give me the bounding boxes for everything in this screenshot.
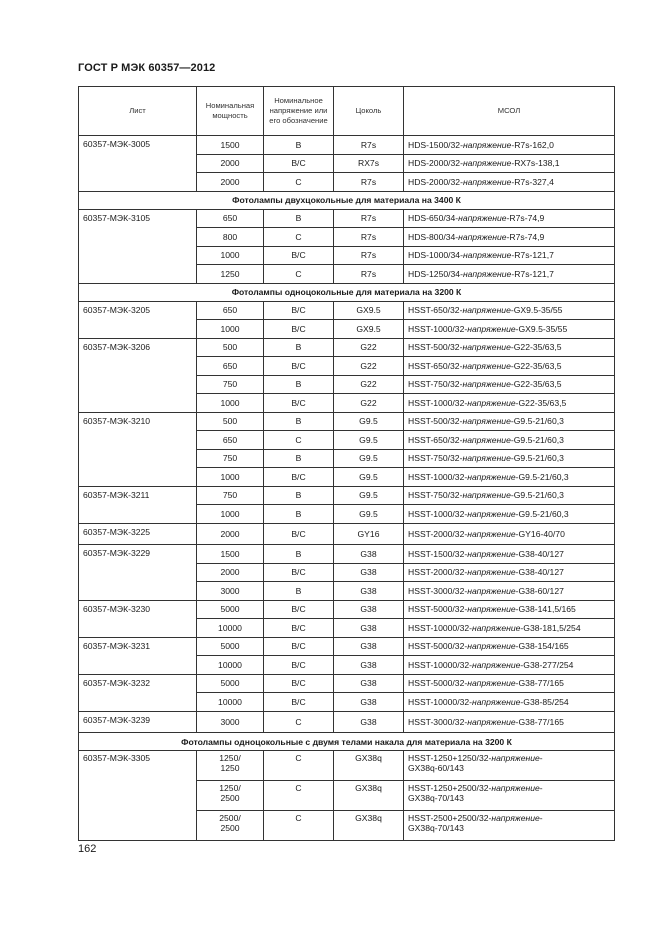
sheet-number-cell: 60357-МЭК-3005 (79, 136, 197, 192)
voltage-cell: C (264, 711, 334, 733)
power-cell: 2000 (197, 523, 264, 545)
cap-cell: GX9.5 (334, 301, 404, 320)
ilcos-code-suffix: - GX38q-70/143 (408, 813, 543, 833)
ilcos-code-suffix: -G9.5-21/60,3 (510, 490, 564, 501)
power-cell: 800 (197, 228, 264, 247)
power-cell: 650 (197, 301, 264, 320)
cap-cell: GY16 (334, 523, 404, 545)
power-cell: 1000 (197, 468, 264, 487)
voltage-cell: B (264, 545, 334, 564)
ilcos-code-prefix: HSST-10000/32- (408, 696, 473, 707)
table-row (79, 486, 615, 505)
cap-cell: G9.5 (334, 468, 404, 487)
ilcos-code-suffix: -G38-77/165 (515, 678, 564, 689)
ilcos-voltage-placeholder: напряжение (462, 453, 511, 464)
voltage-cell: C (264, 228, 334, 247)
ilcos-code-cell (404, 545, 615, 564)
ilcos-code-prefix: HSST-5000/32- (408, 678, 468, 689)
cap-cell: G38 (334, 619, 404, 638)
power-cell: 10000 (197, 656, 264, 675)
ilcos-code-suffix: -G9.5-21/60,3 (515, 471, 569, 482)
ilcos-code-suffix: -G38-85/254 (520, 696, 569, 707)
power-cell: 2500/ 2500 (197, 811, 264, 841)
section-header-row (79, 283, 615, 301)
ilcos-code-prefix: HSST-2500+2500/32- (408, 813, 492, 823)
cap-cell: GX38q (334, 811, 404, 841)
ilcos-voltage-placeholder: напряжение (472, 622, 521, 633)
ilcos-code-suffix: -G9.5-21/60,3 (515, 508, 569, 519)
ilcos-voltage-placeholder: напряжение (491, 783, 540, 793)
voltage-cell: C (264, 751, 334, 781)
ilcos-code-cell (404, 523, 615, 545)
power-cell: 650 (197, 357, 264, 376)
ilcos-code-cell (404, 228, 615, 247)
ilcos-code-cell (404, 320, 615, 339)
ilcos-code-prefix: HSST-1000/32- (408, 508, 468, 519)
document-header: ГОСТ Р МЭК 60357—2012 (78, 62, 216, 74)
cap-cell: G38 (334, 711, 404, 733)
ilcos-code-prefix: HSST-650/32- (408, 305, 463, 316)
voltage-cell: C (264, 173, 334, 192)
ilcos-voltage-placeholder: напряжение (462, 176, 512, 187)
voltage-cell: B (264, 338, 334, 357)
power-cell: 750 (197, 486, 264, 505)
ilcos-code-suffix: -GY16-40/70 (515, 528, 565, 539)
ilcos-code-cell (404, 375, 615, 394)
power-cell: 2000 (197, 563, 264, 582)
section-header-row (79, 191, 615, 209)
ilcos-code-suffix: -G22-35/63,5 (515, 397, 567, 408)
ilcos-code-suffix: -GX9.5-35/55 (515, 323, 568, 334)
cap-cell: G22 (334, 375, 404, 394)
ilcos-voltage-placeholder: напряжение (462, 158, 512, 169)
ilcos-code-prefix: HDS-1000/34- (408, 250, 463, 261)
voltage-cell: B/C (264, 320, 334, 339)
power-cell: 1250/ 1250 (197, 751, 264, 781)
ilcos-voltage-placeholder: напряжение (462, 342, 511, 353)
ilcos-code-prefix: HDS-2000/32- (408, 176, 463, 187)
power-cell: 1250 (197, 265, 264, 284)
ilcos-voltage-placeholder: напряжение (462, 360, 511, 371)
ilcos-code-prefix: HSST-3000/32- (408, 716, 468, 727)
ilcos-voltage-placeholder: напряжение (491, 753, 540, 763)
ilcos-code-suffix: -R7s-121,7 (511, 250, 554, 261)
cap-cell: G38 (334, 582, 404, 601)
cap-cell: G38 (334, 637, 404, 656)
cap-cell: G38 (334, 674, 404, 693)
ilcos-code-prefix: HSST-750/32- (408, 453, 463, 464)
voltage-cell: B/C (264, 357, 334, 376)
voltage-cell: B (264, 449, 334, 468)
ilcos-voltage-placeholder: напряжение (467, 548, 516, 559)
ilcos-code-cell (404, 811, 615, 841)
ilcos-code-prefix: HSST-500/32- (408, 342, 463, 353)
cap-cell: G9.5 (334, 412, 404, 431)
table-row (79, 674, 615, 693)
cap-cell: G9.5 (334, 505, 404, 524)
ilcos-code-cell (404, 265, 615, 284)
table-row (79, 545, 615, 564)
ilcos-voltage-placeholder: напряжение (467, 508, 516, 519)
ilcos-code-cell (404, 209, 615, 228)
voltage-cell: B/C (264, 656, 334, 675)
power-cell: 3000 (197, 711, 264, 733)
section-title: Фотолампы одноцокольные для материала на 3200 К (79, 283, 615, 301)
ilcos-code-prefix: HSST-3000/32- (408, 585, 468, 596)
ilcos-voltage-placeholder: напряжение (462, 139, 512, 150)
ilcos-code-suffix: -GX9.5-35/55 (510, 305, 563, 316)
voltage-cell: B/C (264, 674, 334, 693)
ilcos-code-prefix: HSST-500/32- (408, 416, 463, 427)
cap-cell: R7s (334, 265, 404, 284)
ilcos-voltage-placeholder: напряжение (462, 268, 512, 279)
ilcos-code-cell (404, 136, 615, 155)
ilcos-code-prefix: HSST-1250+2500/32- (408, 783, 492, 793)
ilcos-voltage-placeholder: напряжение (467, 604, 516, 615)
ilcos-code-cell (404, 486, 615, 505)
ilcos-code-cell (404, 154, 615, 173)
ilcos-code-suffix: -G22-35/63,5 (510, 379, 562, 390)
ilcos-code-prefix: HDS-1250/34- (408, 268, 463, 279)
sheet-number-cell: 60357-МЭК-3305 (79, 751, 197, 841)
ilcos-code-suffix: -G38-77/165 (515, 716, 564, 727)
ilcos-code-suffix: -G38-141,5/165 (515, 604, 576, 615)
power-cell: 500 (197, 412, 264, 431)
voltage-cell: B/C (264, 468, 334, 487)
ilcos-code-prefix: HDS-2000/32- (408, 158, 463, 169)
sheet-number-cell: 60357-МЭК-3229 (79, 545, 197, 601)
ilcos-voltage-placeholder: напряжение (462, 416, 511, 427)
ilcos-voltage-placeholder: напряжение (467, 528, 516, 539)
ilcos-code-prefix: HSST-2000/32- (408, 567, 468, 578)
ilcos-code-suffix: -R7s-74,9 (506, 213, 545, 224)
ilcos-voltage-placeholder: напряжение (491, 813, 540, 823)
ilcos-voltage-placeholder: напряжение (467, 678, 516, 689)
ilcos-code-cell (404, 357, 615, 376)
voltage-cell: B/C (264, 600, 334, 619)
cap-cell: RX7s (334, 154, 404, 173)
ilcos-code-prefix: HSST-650/32- (408, 434, 463, 445)
table-body (79, 136, 615, 841)
ilcos-voltage-placeholder: напряжение (467, 716, 516, 727)
voltage-cell: B (264, 582, 334, 601)
power-cell: 650 (197, 209, 264, 228)
ilcos-code-suffix: -G38-154/165 (515, 641, 569, 652)
power-cell: 1000 (197, 505, 264, 524)
ilcos-code-cell (404, 173, 615, 192)
sheet-number-cell: 60357-МЭК-3205 (79, 301, 197, 338)
cap-cell: GX9.5 (334, 320, 404, 339)
table-row (79, 637, 615, 656)
power-cell: 5000 (197, 637, 264, 656)
ilcos-code-prefix: HDS-650/34- (408, 213, 459, 224)
ilcos-code-prefix: HSST-10000/32- (408, 622, 473, 633)
ilcos-code-suffix: -G38-40/127 (515, 567, 564, 578)
sheet-number-cell: 60357-МЭК-3105 (79, 209, 197, 283)
power-cell: 10000 (197, 693, 264, 712)
ilcos-code-cell (404, 693, 615, 712)
ilcos-code-prefix: HSST-1000/32- (408, 471, 468, 482)
table-row (79, 412, 615, 431)
ilcos-code-cell (404, 600, 615, 619)
ilcos-code-cell (404, 711, 615, 733)
cap-cell: G9.5 (334, 431, 404, 450)
header-ilcos: МСОЛ (404, 87, 615, 136)
ilcos-code-cell (404, 468, 615, 487)
ilcos-code-prefix: HSST-2000/32- (408, 528, 468, 539)
ilcos-voltage-placeholder: напряжение (458, 213, 507, 224)
table-header-row (79, 87, 615, 136)
ilcos-code-cell (404, 563, 615, 582)
power-cell: 2000 (197, 173, 264, 192)
cap-cell: G22 (334, 357, 404, 376)
power-cell: 5000 (197, 674, 264, 693)
voltage-cell: B/C (264, 154, 334, 173)
sheet-number-cell: 60357-МЭК-3230 (79, 600, 197, 637)
ilcos-code-cell (404, 582, 615, 601)
cap-cell: R7s (334, 246, 404, 265)
cap-cell: R7s (334, 173, 404, 192)
section-title: Фотолампы одноцокольные с двумя телами накала для материала на 3200 К (79, 733, 615, 751)
ilcos-code-cell (404, 656, 615, 675)
sheet-number-cell: 60357-МЭК-3211 (79, 486, 197, 523)
ilcos-code-prefix: HSST-750/32- (408, 490, 463, 501)
table-row (79, 751, 615, 781)
cap-cell: R7s (334, 228, 404, 247)
ilcos-code-cell (404, 751, 615, 781)
ilcos-code-cell (404, 449, 615, 468)
ilcos-code-cell (404, 301, 615, 320)
cap-cell: GX38q (334, 751, 404, 781)
header-sheet: Лист (79, 87, 197, 136)
ilcos-code-cell (404, 431, 615, 450)
power-cell: 500 (197, 338, 264, 357)
voltage-cell: B (264, 412, 334, 431)
ilcos-code-prefix: HSST-650/32- (408, 360, 463, 371)
voltage-cell: B/C (264, 523, 334, 545)
cap-cell: G38 (334, 693, 404, 712)
cap-cell: G22 (334, 338, 404, 357)
power-cell: 1500 (197, 545, 264, 564)
ilcos-code-suffix: -G38-181,5/254 (520, 622, 581, 633)
ilcos-code-suffix: -RX7s-138,1 (511, 158, 560, 169)
voltage-cell: B (264, 505, 334, 524)
voltage-cell: C (264, 265, 334, 284)
lamp-spec-table (78, 86, 615, 841)
cap-cell: R7s (334, 209, 404, 228)
ilcos-code-prefix: HSST-1250+1250/32- (408, 753, 492, 763)
power-cell: 3000 (197, 582, 264, 601)
section-header-row (79, 733, 615, 751)
ilcos-code-prefix: HSST-1000/32- (408, 397, 468, 408)
table-row (79, 711, 615, 733)
table-row (79, 600, 615, 619)
ilcos-voltage-placeholder: напряжение (467, 323, 516, 334)
header-cap: Цоколь (334, 87, 404, 136)
ilcos-code-suffix: - GX38q-70/143 (408, 783, 543, 803)
sheet-number-cell: 60357-МЭК-3206 (79, 338, 197, 412)
ilcos-code-cell (404, 619, 615, 638)
voltage-cell: B/C (264, 619, 334, 638)
ilcos-voltage-placeholder: напряжение (462, 305, 511, 316)
power-cell: 1250/ 2500 (197, 781, 264, 811)
ilcos-voltage-placeholder: напряжение (472, 696, 521, 707)
ilcos-code-suffix: -G38-40/127 (515, 548, 564, 559)
ilcos-voltage-placeholder: напряжение (472, 659, 521, 670)
voltage-cell: B/C (264, 246, 334, 265)
voltage-cell: B (264, 209, 334, 228)
table-row (79, 523, 615, 545)
sheet-number-cell: 60357-МЭК-3232 (79, 674, 197, 711)
ilcos-voltage-placeholder: напряжение (467, 471, 516, 482)
power-cell: 750 (197, 375, 264, 394)
ilcos-code-cell (404, 412, 615, 431)
ilcos-code-cell (404, 338, 615, 357)
voltage-cell: B/C (264, 637, 334, 656)
voltage-cell: C (264, 431, 334, 450)
sheet-number-cell: 60357-МЭК-3210 (79, 412, 197, 486)
ilcos-code-suffix: -G38-60/127 (515, 585, 564, 596)
ilcos-code-cell (404, 246, 615, 265)
ilcos-code-cell (404, 637, 615, 656)
power-cell: 10000 (197, 619, 264, 638)
table-row (79, 301, 615, 320)
cap-cell: GX38q (334, 781, 404, 811)
ilcos-code-prefix: HSST-5000/32- (408, 604, 468, 615)
cap-cell: G22 (334, 394, 404, 413)
ilcos-code-suffix: -G22-35/63,5 (510, 360, 562, 371)
voltage-cell: B/C (264, 693, 334, 712)
ilcos-voltage-placeholder: напряжение (462, 379, 511, 390)
cap-cell: G9.5 (334, 486, 404, 505)
table-row (79, 209, 615, 228)
power-cell: 1500 (197, 136, 264, 155)
header-voltage: Номинальное напряжение или его обозначение (264, 87, 334, 136)
ilcos-voltage-placeholder: напряжение (462, 250, 512, 261)
ilcos-code-prefix: HDS-1500/32- (408, 139, 463, 150)
ilcos-code-cell (404, 505, 615, 524)
ilcos-voltage-placeholder: напряжение (462, 490, 511, 501)
power-cell: 1000 (197, 246, 264, 265)
cap-cell: G38 (334, 600, 404, 619)
ilcos-code-suffix: - GX38q-60/143 (408, 753, 543, 773)
voltage-cell: B (264, 486, 334, 505)
ilcos-code-suffix: -G38-277/254 (520, 659, 574, 670)
ilcos-code-cell (404, 394, 615, 413)
ilcos-code-prefix: HSST-5000/32- (408, 641, 468, 652)
cap-cell: G38 (334, 563, 404, 582)
power-cell: 2000 (197, 154, 264, 173)
ilcos-voltage-placeholder: напряжение (467, 641, 516, 652)
power-cell: 1000 (197, 320, 264, 339)
ilcos-voltage-placeholder: напряжение (467, 397, 516, 408)
page-number: 162 (78, 843, 97, 855)
sheet-number-cell: 60357-МЭК-3225 (79, 523, 197, 545)
power-cell: 750 (197, 449, 264, 468)
table-row (79, 136, 615, 155)
ilcos-code-prefix: HSST-1000/32- (408, 323, 468, 334)
voltage-cell: C (264, 811, 334, 841)
voltage-cell: B (264, 375, 334, 394)
ilcos-code-suffix: -G9.5-21/60,3 (510, 434, 564, 445)
ilcos-code-suffix: -R7s-121,7 (511, 268, 554, 279)
voltage-cell: C (264, 781, 334, 811)
voltage-cell: B/C (264, 301, 334, 320)
power-cell: 650 (197, 431, 264, 450)
ilcos-code-suffix: -R7s-327,4 (511, 176, 554, 187)
header-power: Номинальная мощность (197, 87, 264, 136)
cap-cell: G38 (334, 545, 404, 564)
ilcos-voltage-placeholder: напряжение (462, 434, 511, 445)
voltage-cell: B (264, 136, 334, 155)
section-title: Фотолампы двухцокольные для материала на 3400 К (79, 191, 615, 209)
ilcos-voltage-placeholder: напряжение (467, 585, 516, 596)
sheet-number-cell: 60357-МЭК-3239 (79, 711, 197, 733)
ilcos-code-suffix: -G22-35/63,5 (510, 342, 562, 353)
ilcos-code-prefix: HDS-800/34- (408, 231, 459, 242)
cap-cell: R7s (334, 136, 404, 155)
ilcos-code-cell (404, 674, 615, 693)
ilcos-code-cell (404, 781, 615, 811)
ilcos-code-suffix: -G9.5-21/60,3 (510, 453, 564, 464)
sheet-number-cell: 60357-МЭК-3231 (79, 637, 197, 674)
ilcos-code-suffix: -R7s-162,0 (511, 139, 554, 150)
ilcos-voltage-placeholder: напряжение (467, 567, 516, 578)
voltage-cell: B/C (264, 394, 334, 413)
ilcos-code-prefix: HSST-750/32- (408, 379, 463, 390)
ilcos-code-suffix: -R7s-74,9 (506, 231, 545, 242)
power-cell: 1000 (197, 394, 264, 413)
ilcos-voltage-placeholder: напряжение (458, 231, 507, 242)
cap-cell: G9.5 (334, 449, 404, 468)
ilcos-code-suffix: -G9.5-21/60,3 (510, 416, 564, 427)
ilcos-code-prefix: HSST-1500/32- (408, 548, 468, 559)
power-cell: 5000 (197, 600, 264, 619)
table-row (79, 338, 615, 357)
ilcos-code-prefix: HSST-10000/32- (408, 659, 473, 670)
cap-cell: G38 (334, 656, 404, 675)
voltage-cell: B/C (264, 563, 334, 582)
